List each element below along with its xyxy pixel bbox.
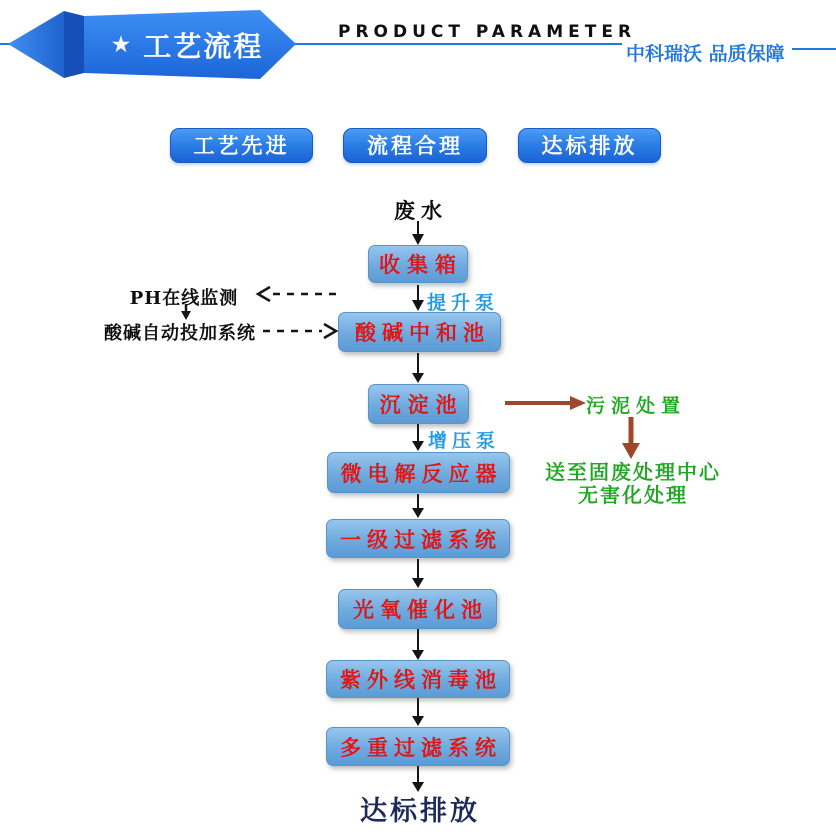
label-ph-online-monitoring: PH在线监测 — [129, 288, 239, 309]
flow-box-uv-disinfection-pool: 紫外线消毒池 — [326, 660, 510, 698]
flow-box-neutralization-pool: 酸碱中和池 — [338, 312, 501, 352]
label-booster-pump: 增压泵 — [428, 430, 501, 452]
section-title-en: PRODUCT PARAMETER — [338, 22, 637, 42]
ribbon-banner — [84, 14, 290, 76]
label-solid-waste-center-line2: 无害化处理 — [578, 483, 688, 507]
flow-box-primary-filter-system: 一级过滤系统 — [326, 519, 510, 558]
flow-box-collection-tank: 收集箱 — [368, 245, 468, 283]
label-lift-pump: 提升泵 — [427, 292, 500, 314]
brand-tagline: 中科瑞沃 品质保障 — [626, 43, 785, 65]
banner-title: 工艺流程 — [143, 30, 264, 63]
badge-reasonable-flow: 流程合理 — [343, 128, 487, 163]
label-sludge-disposal: 污泥处置 — [585, 395, 686, 417]
star-icon: ★ — [110, 32, 132, 58]
badge-standard-discharge: 达标排放 — [518, 128, 661, 163]
flow-box-sedimentation-pool: 沉淀池 — [368, 384, 469, 424]
flow-input-wastewater: 废水 — [394, 198, 448, 223]
badge-advanced-process: 工艺先进 — [170, 128, 313, 163]
flow-box-multi-filter-system: 多重过滤系统 — [326, 727, 510, 766]
flow-box-microelectrolysis-reactor: 微电解反应器 — [327, 452, 510, 493]
label-solid-waste-center-line1: 送至固废处理中心 — [545, 460, 721, 484]
flow-output-standard-discharge: 达标排放 — [360, 796, 480, 827]
flow-box-photo-oxidation-pool: 光氧催化池 — [338, 589, 497, 629]
label-acid-alkali-dosing-system: 酸碱自动投加系统 — [104, 323, 256, 344]
